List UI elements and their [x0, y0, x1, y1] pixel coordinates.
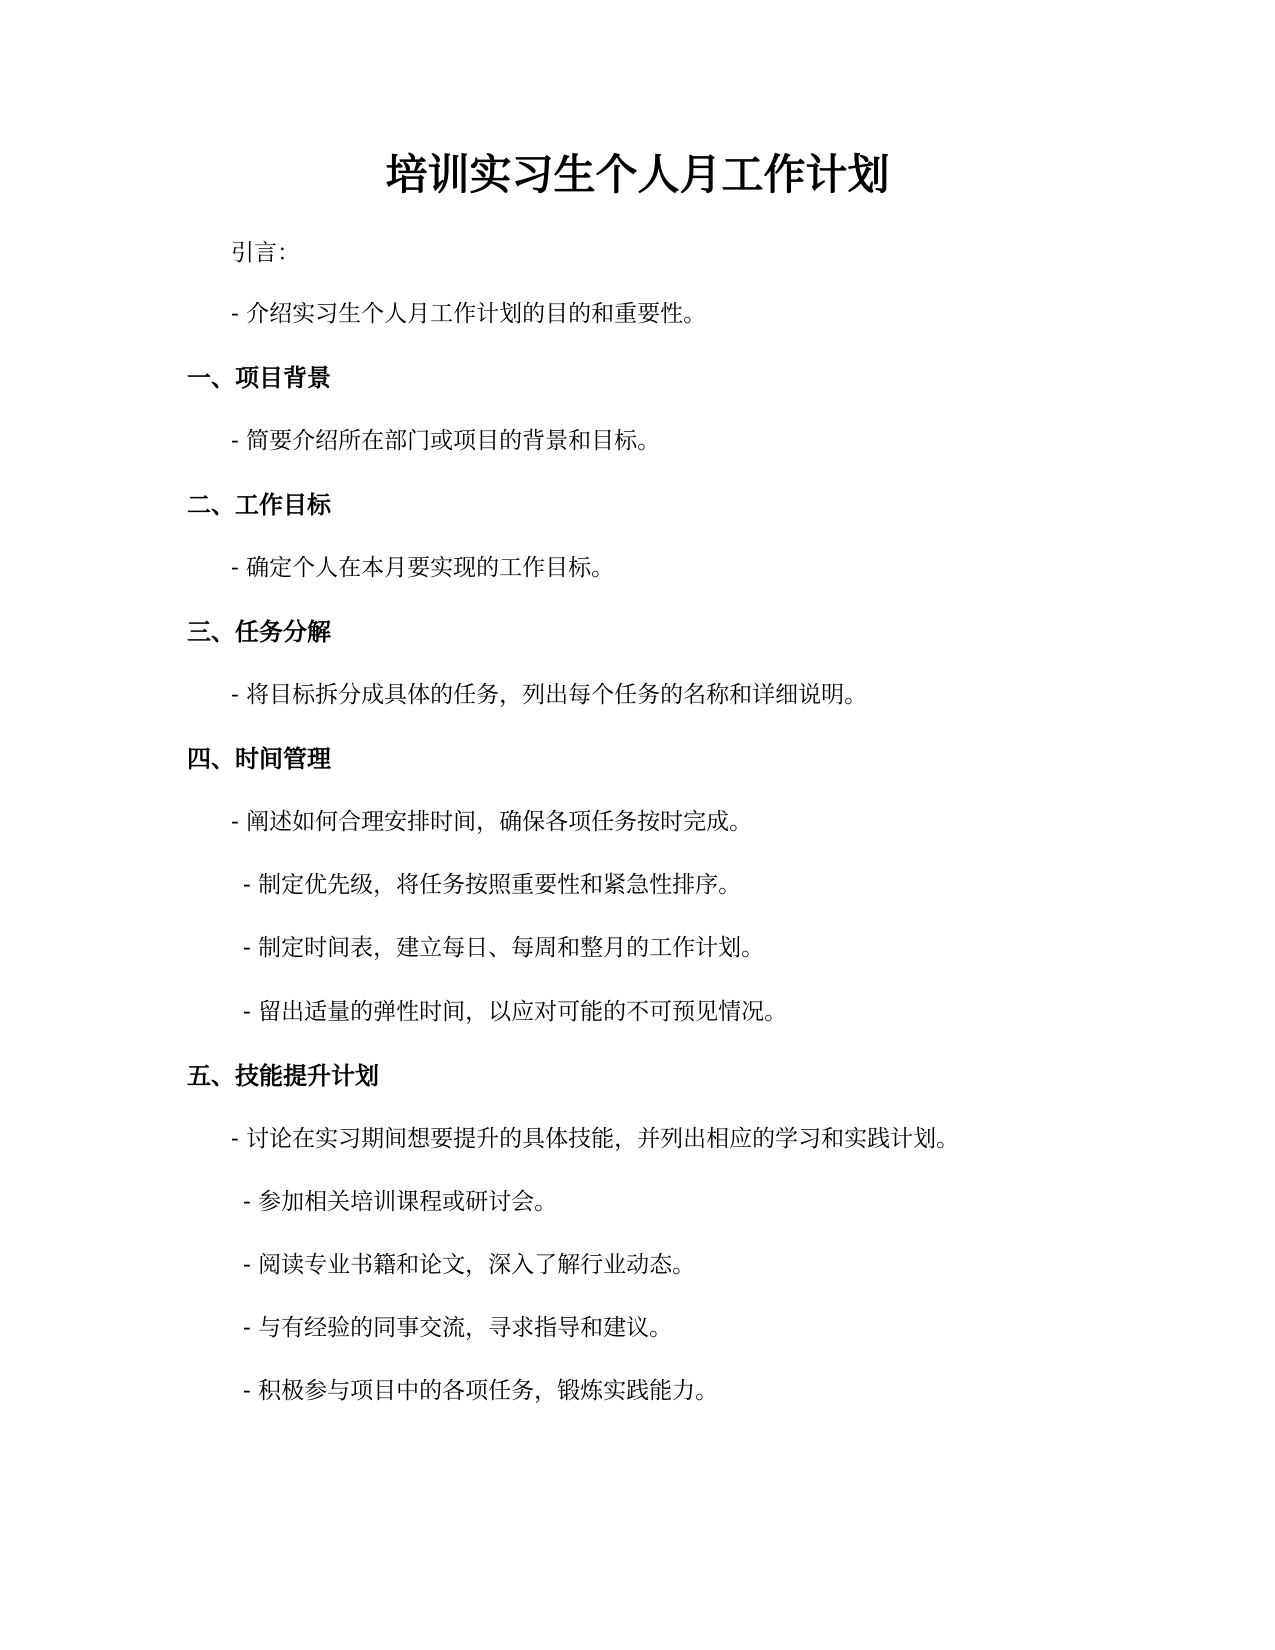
section-subitem: - 制定优先级，将任务按照重要性和紧急性排序。: [243, 872, 742, 898]
section-heading-tasks: 三、任务分解: [187, 618, 331, 646]
section-subitem: - 制定时间表，建立每日、每周和整月的工作计划。: [243, 935, 765, 961]
section-item: - 讨论在实习期间想要提升的具体技能，并列出相应的学习和实践计划。: [231, 1126, 960, 1152]
section-subitem: - 参加相关培训课程或研讨会。: [243, 1189, 558, 1215]
intro-label: 引言：: [231, 240, 300, 266]
page-title: 培训实习生个人月工作计划: [385, 150, 890, 199]
section-item: - 将目标拆分成具体的任务，列出每个任务的名称和详细说明。: [231, 682, 868, 708]
section-item: - 确定个人在本月要实现的工作目标。: [231, 555, 615, 581]
section-item: - 简要介绍所在部门或项目的背景和目标。: [231, 428, 661, 454]
section-subitem: - 与有经验的同事交流，寻求指导和建议。: [243, 1315, 673, 1341]
section-item: - 阐述如何合理安排时间，确保各项任务按时完成。: [231, 809, 753, 835]
section-heading-goals: 二、工作目标: [187, 491, 331, 519]
section-subitem: - 积极参与项目中的各项任务，锻炼实践能力。: [243, 1378, 719, 1404]
section-subitem: - 留出适量的弹性时间，以应对可能的不可预见情况。: [243, 999, 788, 1025]
section-heading-background: 一、项目背景: [187, 364, 331, 392]
intro-item: - 介绍实习生个人月工作计划的目的和重要性。: [231, 301, 707, 327]
section-heading-skills: 五、技能提升计划: [187, 1062, 379, 1090]
section-heading-time-management: 四、时间管理: [187, 745, 331, 773]
section-subitem: - 阅读专业书籍和论文，深入了解行业动态。: [243, 1252, 696, 1278]
